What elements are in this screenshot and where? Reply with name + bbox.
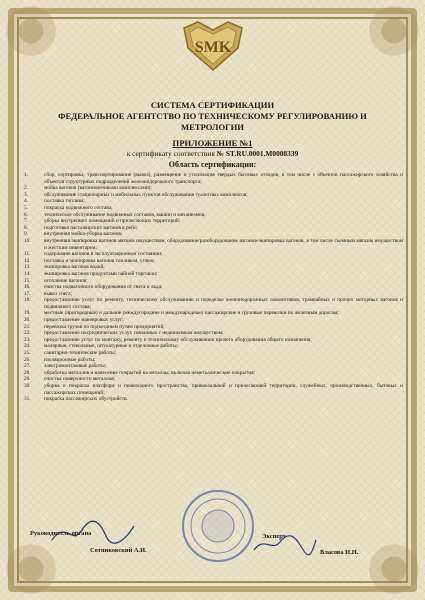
scope-item-text: предоставление услуг по ремонту, техническому обслуживанию и переделке железнодорожных локомотивов, трамвайных и прочих моторных вагонов и подвижного состава;: [44, 297, 403, 310]
corner-ornament-icon: [2, 2, 60, 60]
scope-item: [24, 198, 403, 205]
scope-item-text: очистка подвагонного оборудования от снега и льда;: [44, 284, 163, 291]
scope-item-number: 17.: [24, 290, 31, 297]
annex-title: ПРИЛОЖЕНИЕ №1: [172, 138, 253, 148]
scope-title: Область сертификации:: [168, 160, 257, 169]
scope-item-number: 29.: [24, 376, 31, 383]
corner-ornament-icon: [365, 540, 423, 598]
scope-item-text: внутренняя экипировка вагонов мягким имуществом, оборудование/разоборудование вагонов-экипировка вагонов, в том числе съемным мягким имуществом и жестким инвентарем;: [44, 237, 403, 251]
scope-item: [24, 271, 403, 278]
scope-item-text: перевозка грузов по подъездным путям предприятий;: [44, 323, 165, 330]
scope-item-number: 9.: [24, 231, 28, 238]
seal-stamp-icon: [180, 488, 256, 564]
smk-logo-icon: [178, 18, 248, 80]
logo-text: SMK: [194, 39, 232, 56]
scope-item: [24, 205, 403, 212]
scope-item-text: подготовка пассажирских вагонов в рейс;: [44, 224, 138, 231]
scope-item-text: вывоз снега;: [44, 290, 73, 297]
certificate-header: [28, 100, 397, 133]
header-agency: ФЕДЕРАЛЬНОЕ АГЕНТСТВО ПО ТЕХНИЧЕСКОМУ РЕГУЛИРОВАНИЮ И МЕТРОЛОГИИ: [58, 111, 367, 132]
scope-item-number: 8.: [24, 224, 28, 231]
scope-item-text: малярные, стекольные, штукатурные и отделочные работы;: [44, 343, 179, 350]
scope-item-number: 23.: [24, 336, 31, 343]
scope-item-text: очистка поверхности металлов;: [44, 376, 116, 383]
scope-item-number: 15.: [24, 277, 31, 284]
scope-item-text: уборка и покраска платформ и пешеходного пространства, привокзальной и прилегающей территории, служебных, производственных, бытовых и пассажирских помещений;: [44, 383, 403, 396]
scope-item: [24, 192, 403, 199]
scope-item-number: 13.: [24, 264, 31, 271]
scope-item: [24, 231, 403, 238]
scope-item-number: 3.: [24, 191, 28, 198]
annex-block: [28, 138, 397, 170]
scope-item-text: изоляционные работы;: [44, 356, 96, 363]
scope-item-text: экипировка вагонов водой;: [44, 264, 105, 271]
scope-item: [24, 284, 403, 291]
corner-ornament-icon: [2, 540, 60, 598]
scope-item-text: отопление вагонов;: [44, 277, 88, 284]
scope-item: [24, 383, 403, 396]
scope-item: [24, 251, 403, 258]
scope-item-number: 4.: [24, 198, 28, 205]
scope-item-text: экипировка вагонов продуктами чайной торговли;: [44, 270, 158, 277]
scope-item-number: 21.: [24, 323, 31, 330]
scope-item-text: внутренняя мойка-уборка вагонов;: [44, 231, 123, 238]
scope-item-number: 6.: [24, 211, 28, 218]
scope-item: [24, 310, 403, 317]
scope-item-text: обслуживание стационарных и мобильных пунктов обслуживания туалетных комплексов;: [44, 191, 248, 198]
scope-item-number: 28.: [24, 369, 31, 376]
scope-item-number: 24.: [24, 343, 31, 350]
scope-item-number: 19.: [24, 310, 31, 317]
scope-item-number: 16.: [24, 284, 31, 291]
annex-cert-line: [28, 149, 397, 159]
scope-item: [24, 185, 403, 192]
scope-item-number: 31.: [24, 396, 31, 403]
annex-cert-number: № ST.RU.0001.M0008339: [216, 149, 299, 158]
scope-item-text: мойка вагонов (вагономоечными комплексами);: [44, 185, 152, 192]
scope-item-text: санитарно-технические работы;: [44, 350, 117, 357]
scope-item-text: поставка топлива;: [44, 198, 85, 205]
scope-item-number: 25.: [24, 350, 31, 357]
scope-item: [24, 324, 403, 331]
scope-item-text: покраска подвижного состава;: [44, 204, 113, 211]
scope-item: [24, 363, 403, 370]
scope-item-number: 12.: [24, 257, 31, 264]
scope-item: [24, 376, 403, 383]
scope-item-number: 18.: [24, 297, 31, 304]
scope-list: [24, 172, 403, 403]
scope-item: [24, 172, 403, 185]
scope-item-number: 14.: [24, 270, 31, 277]
scope-item-number: 22.: [24, 330, 31, 337]
scope-item-text: местные (пригородные) и дальние (междугородние и международные) пассажирские и грузовые перевозки по железным дорогам;: [44, 310, 339, 317]
corner-ornament-icon: [365, 2, 423, 60]
scope-item-text: предоставление маневровых услуг;: [44, 317, 124, 324]
scope-item-number: 11.: [24, 251, 31, 258]
scope-item-number: 1.: [24, 172, 28, 178]
scope-item-number: 10.: [24, 237, 31, 244]
expert-name: Власова И.Н.: [320, 549, 359, 556]
scope-item-number: 26.: [24, 356, 31, 363]
scope-item: [24, 370, 403, 377]
scope-item: [24, 264, 403, 271]
scope-item: [24, 350, 403, 357]
scope-item: [24, 317, 403, 324]
scope-item: [24, 330, 403, 337]
scope-item-number: 30.: [24, 383, 31, 389]
scope-item-number: 7.: [24, 218, 28, 225]
scope-item-text: предоставление услуг по монтажу, ремонту и техническому обслуживанию прочего оборудования общего назначения;: [44, 336, 312, 343]
scope-item-text: электромонтажные работы;: [44, 363, 107, 370]
scope-item: [24, 396, 403, 403]
scope-item-text: сбор, сортировка, транспортирование (вывоз), размещение и утилизация твердых бытовых отходов, в том числе с объектов пассажирского хозяйства и объектов структурных подразделений железнодорожного транспорта;: [44, 172, 403, 185]
header-system: СИСТЕМА СЕРТИФИКАЦИИ: [150, 100, 275, 110]
expert-label: Эксперт: [262, 533, 286, 540]
scope-item: [24, 238, 403, 251]
scope-item-number: 27.: [24, 363, 31, 370]
scope-item-number: 5.: [24, 204, 28, 211]
head-name: Сотниковский А.И.: [90, 547, 147, 554]
scope-item-number: 2.: [24, 185, 28, 192]
scope-item: [24, 218, 403, 225]
scope-item-text: содержание вагонов в эксплуатационном состоянии;: [44, 251, 163, 258]
scope-item-text: уборка внутренних помещений и прилегающих территорий;: [44, 218, 181, 225]
annex-cert-prefix: к сертификату соответствия: [126, 149, 215, 158]
scope-item-text: техническое обслуживание подвижных составов, машин и механизмов;: [44, 211, 206, 218]
scope-item: [24, 297, 403, 310]
scope-item-text: покраска пассажирских обустройств.: [44, 396, 128, 403]
scope-item-number: 20.: [24, 317, 31, 324]
scope-item-text: предоставление посреднических услуг, связанных с недвижимым имуществом;: [44, 330, 224, 337]
head-label: Руководитель органа: [30, 530, 92, 537]
scope-item-text: поставка и экипировка вагонов топливом, углем;: [44, 257, 155, 264]
scope-item-text: обработка металлов и нанесение покрытий на металлы, включая неметаллические покрытия;: [44, 369, 256, 376]
